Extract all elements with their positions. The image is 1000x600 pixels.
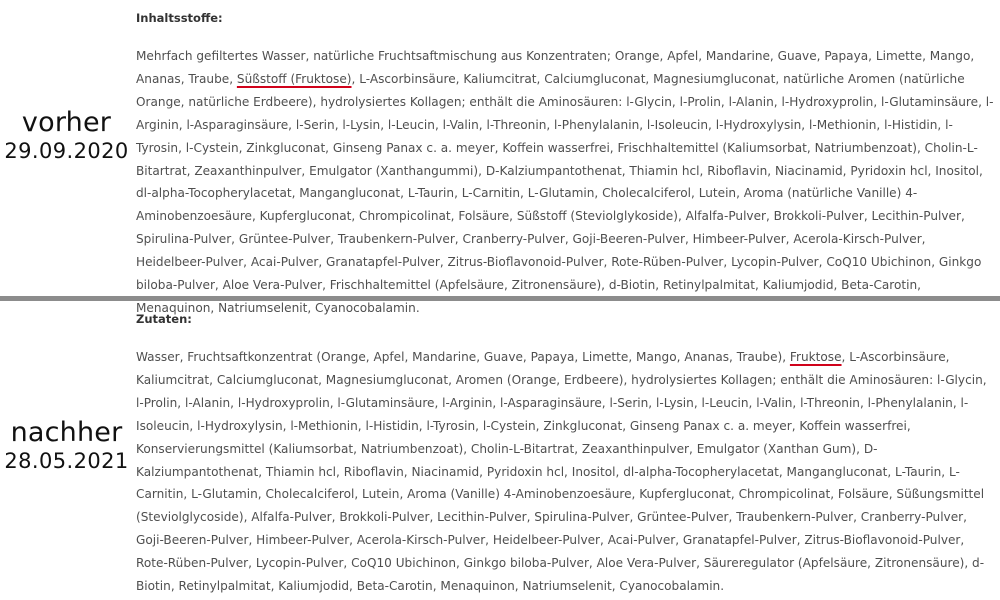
before-highlighted-sweetener: Süßstoff (Fruktose) — [236, 71, 352, 86]
before-text-start: Mehrfach gefiltertes Wasser, natürliche Fruchtsaftmischung aus Konzentraten; Orange, Apfel, Mandarine, Guave, Papaya, Limette, Mango, Ananas, Traube, — [136, 49, 975, 86]
after-text-start: Wasser, Fruchtsaftkonzentrat (Orange, Apfel, Mandarine, Guave, Papaya, Limette, Mango, Ananas, Traube), — [136, 350, 790, 364]
before-text-rest: , L-Ascorbinsäure, Kaliumcitrat, Calciumgluconat, Magnesiumgluconat, natürliche Aromen (natürliche Orange, natürliche Erdbeere), hydrolysiertes Kollagen; enthält die Aminosäuren: l-Glycin, l-Prolin, l-Alanin, l-Hydroxyprolin, l-Glutaminsäure, l-Arginin, l-Asparaginsäure, l-Serin, l-Lysin, l-Leucin, l-Valin, l-Threonin, l-Phenylalanin, l-Isoleucin, l-Hydroxylysin, l-Methionin, l-Histidin, l-Tyrosin, l-Cystein, Zinkgluconat, Ginseng Panax c. a. meyer, Koffein wasserfrei, Frischhaltemittel (Kaliumsorbat, Natriumbenzoat), Cholin-L-Bitartrat, Zeaxanthinpulver, Emulgator (Xanthangummi), D-Kalziumpantothenat, Thiamin hcl, Riboflavin, Niacinamid, Pyridoxin hcl, Inositol, dl-alpha-Tocopherylacetat, Mangangluconat, L-Taurin, L-Carnitin, L-Glutamin, Cholecalciferol, Lutein, Aroma (natürliche Vanille) 4-Aminobenzoesäure, Kupfergluconat, Chrompicolinat, Folsäure, Süßstoff (Steviolglykoside), Alfalfa-Pulver, Brokkoli-Pulver, Lecithin-Pulver, Spirulina-Pulver, Grüntee-Pulver, Traubenkern-Pulver, Cranberry-Pulver, Goji-Beeren-Pulver, Himbeer-Pulver, Acerola-Kirsch-Pulver, Heidelbeer-Pulver, Acai-Pulver, Granatapfel-Pulver, Zitrus-Bioflavonoid-Pulver, Rote-Rüben-Pulver, Lycopin-Pulver, CoQ10 Ubichinon, Ginkgo biloba-Pulver, Aloe Vera-Pulver, Frischhaltemittel (Apfelsäure, Zitronensäure), d-Biotin, Retinylpalmitat, Kaliumjodid, Beta-Carotin, Menaquinon, Natriumselenit, Cyanocobalamin. — [136, 71, 994, 315]
after-date: 28.05.2021 — [4, 449, 129, 473]
before-ingredients — [136, 10, 996, 320]
after-ingredients-text — [136, 346, 996, 598]
before-label: vorher — [21, 107, 112, 138]
before-ingredients-text — [136, 45, 996, 320]
before-date: 29.09.2020 — [4, 139, 129, 163]
after-side-label — [0, 418, 133, 474]
before-side-label — [0, 108, 133, 164]
after-highlighted-sweetener: Fruktose — [789, 350, 842, 364]
after-label: nachher — [10, 417, 123, 448]
after-heading: Zutaten: — [136, 312, 192, 326]
after-ingredients — [136, 311, 996, 598]
after-text-rest: , L-Ascorbinsäure, Kaliumcitrat, Calciumgluconat, Magnesiumgluconat, Aromen (Orange, Erdbeere), hydrolysiertes Kollagen; enthält die Aminosäuren: l-Glycin, l-Prolin, l-Alanin, l-Hydroxyprolin, l-Glutaminsäure, l-Arginin, l-Asparaginsäure, l-Serin, l-Lysin, l-Leucin, l-Valin, l-Threonin, l-Phenylalanin, l-Isoleucin, l-Hydroxylysin, l-Methionin, l-Histidin, l-Tyrosin, l-Cystein, Zinkgluconat, Ginseng Panax c. a. meyer, Koffein wasserfrei, Konservierungsmittel (Kaliumsorbat, Natriumbenzoat), Cholin-L-Bitartrat, Zeaxanthinpulver, Emulgator (Xanthan Gum), D-Kalziumpantothenat, Thiamin hcl, Riboflavin, Niacinamid, Pyridoxin hcl, Inositol, dl-alpha-Tocopherylacetat, Mangangluconat, L-Taurin, L-Carnitin, L-Glutamin, Cholecalciferol, Lutein, Aroma (Vanille) 4-Aminobenzoesäure, Kupfergluconat, Chrompicolinat, Folsäure, Süßungsmittel (Steviolglycoside), Alfalfa-Pulver, Brokkoli-Pulver, Lecithin-Pulver, Spirulina-Pulver, Grüntee-Pulver, Traubenkern-Pulver, Cranberry-Pulver, Goji-Beeren-Pulver, Himbeer-Pulver, Acerola-Kirsch-Pulver, Heidelbeer-Pulver, Acai-Pulver, Granatapfel-Pulver, Zitrus-Bioflavonoid-Pulver, Rote-Rüben-Pulver, Lycopin-Pulver, CoQ10 Ubichinon, Ginkgo biloba-Pulver, Aloe Vera-Pulver, Säureregulator (Apfelsäure, Zitronensäure), d-Biotin, Retinylpalmitat, Kaliumjodid, Beta-Carotin, Menaquinon, Natriumselenit, Cyanocobalamin. — [136, 350, 987, 594]
after-section — [0, 301, 1000, 600]
before-heading: Inhaltsstoffe: — [136, 11, 223, 25]
